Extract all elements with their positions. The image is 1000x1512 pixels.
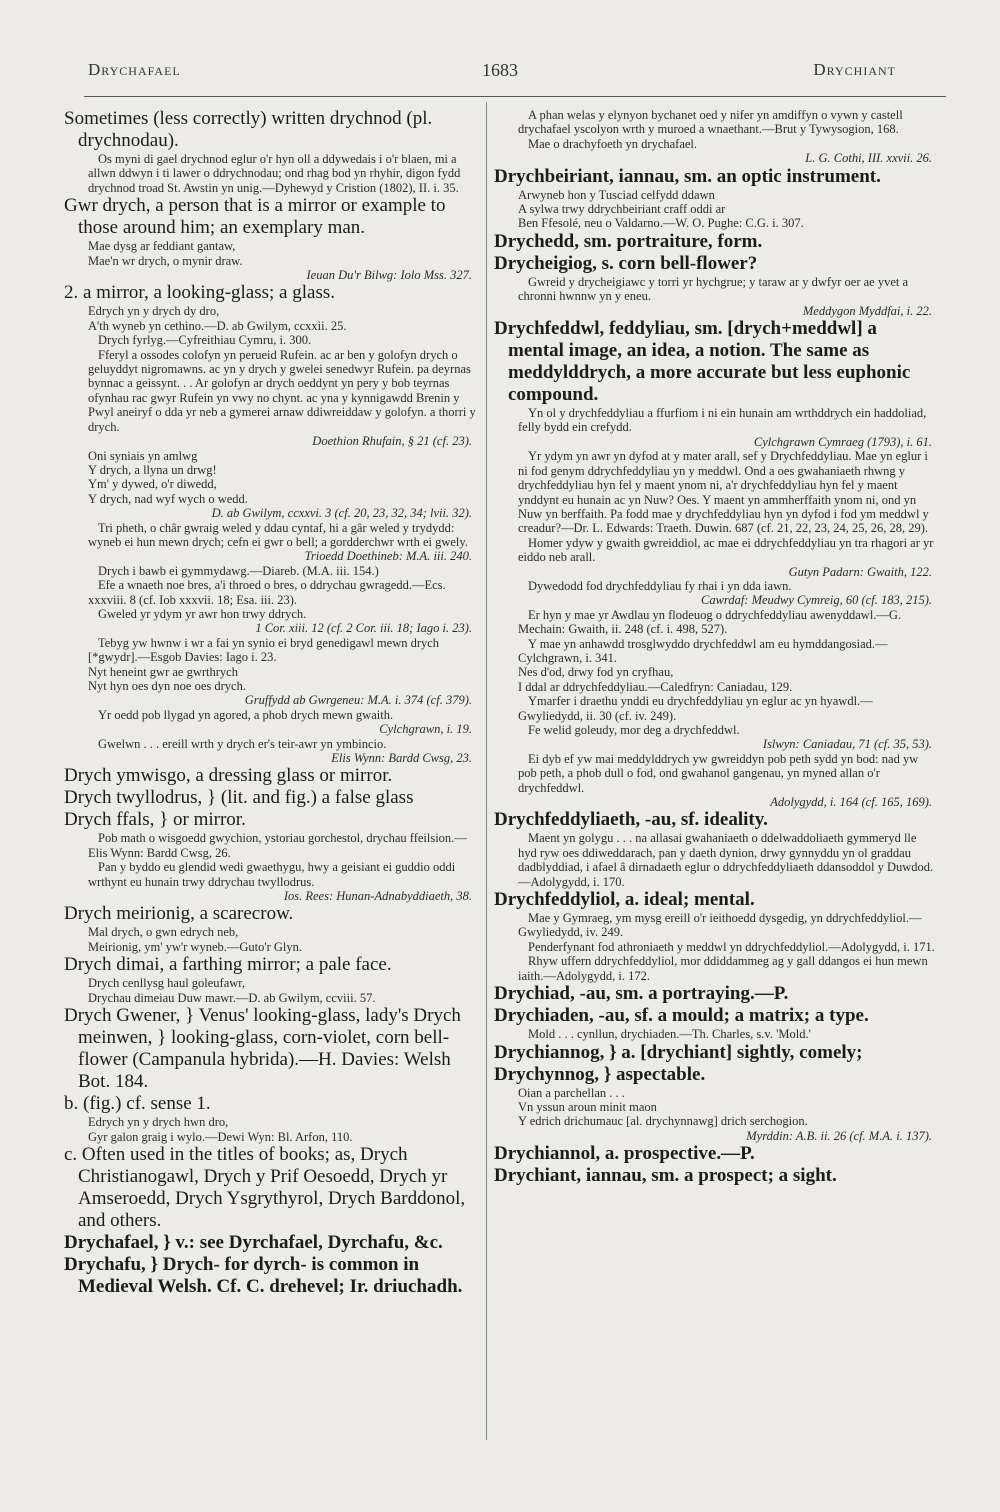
sense-text: Drych dimai, a farthing mirror; a pale face. [64,954,392,976]
quotation: Yr ydym yn awr yn dyfod at y mater arall, sef y Drychfeddyliau. Mae yn eglur i ni fod genym ddrychfeddyliau yn y meddwl. Ond a oes gwahaniaeth rhwng y drychfeddyliau hyn fel y maent ynom ni, a'r drychfeddyliau hyn fel y maent ynddynt eu hunain ac yn Nuw? Oes. Y maent yn ammherffaith ynom ni, ond yn Nuw yn berffaith. Pa fodd mae y drychfeddyliau hyn yn dyfod i fod ym meddwl y creadur?—Dr. L. Edwards: Traeth. Duwin. 687 (cf. 21, 22, 23, 24, 25, 26, 28, 29). [518,449,929,536]
headword-entry: Drychynnog, } aspectable. [494,1063,706,1085]
citation-source: Myrddin: A.B. ii. 26 (cf. M.A. i. 137). [746,1128,932,1143]
citation-source: Trioedd Doethineb: M.A. iii. 240. [304,549,472,564]
sense-text: Drych Gwener, } Venus' looking-glass, lady's Drych meinwen, } looking-glass, corn-violet, corn bell-flower (Campanula hybrida).—H. Davies: Welsh Bot. 184. [64,1005,461,1093]
quotation: Drych fyrlyg.—Cyfreithiau Cymru, i. 300. [98,333,312,348]
quotation: Pan y byddo eu glendid wedi gwaethygu, hwy a geisiant ei guddio oddi wrthynt eu hunain trwy ddrychau twyllodrus. [88,860,456,889]
sense-text: Drych meirionig, a scarecrow. [64,903,294,925]
quotation: Gwelwn . . . ereill wrth y drych er's teir-awr yn ymbincio. [98,736,387,751]
verse-line: Drychau dimeiau Duw mawr.—D. ab Gwilym, ccviii. 57. [88,990,376,1005]
sense-text: c. Often used in the titles of books; as, Drych Christianogawl, Drych y Prif Oesoedd, Drych yr Amseroedd, Drych Ysgrythyrol, Drych Barddonol, and others. [64,1143,466,1231]
quotation: Yn ol y drychfeddyliau a ffurfiom i ni ein hunain am wrthddrych ein haddoliad, felly bydd ein crefydd. [518,406,927,435]
quotation: Gweled yr ydym yr awr hon trwy ddrych. [98,606,307,621]
quotation: Y mae yn anhawdd trosglwyddo drychfeddwl am eu hymddangosiad.—Cylchgrawn, i. 341. [518,636,888,665]
quotation: Penderfynant fod athroniaeth y meddwl yn ddrychfeddyliol.—Adolygydd, i. 171. [528,939,935,954]
quotation: Yr oedd pob llygad yn agored, a phob drych mewn gwaith. [98,707,394,722]
verse-line: A'th wyneb yn cethino.—D. ab Gwilym, ccxxii. 25. [88,318,347,333]
headword-entry: Drychiaden, -au, sf. a mould; a matrix; a type. [494,1005,869,1027]
headword-entry: Drychfeddwl, feddyliau, sm. [drych+meddwl] a mental image, an idea, a notion. The same as meddylddrych, a more accurate but less euphonic compound. [494,318,911,406]
verse-line: Drych cenllysg haul goleufawr, [88,976,246,991]
verse-line: Mal drych, o gwn edrych neb, [88,925,239,940]
sense-text: Drych ffals, } or mirror. [64,809,246,831]
headword-entry: Drychedd, sm. portraiture, form. [494,230,763,252]
left-column [64,108,476,1298]
headword-entry: Drychafu, } Drych- for dyrch- is common in Medieval Welsh. Cf. C. drehevel; Ir. driuchadh. [64,1253,463,1297]
quotation: Dywedodd fod drychfeddyliau fy rhai i yn dda iawn. [528,578,792,593]
quotation: Ymarfer i draethu ynddi eu drychfeddyliau yn eglur ac yn hyawdl.—Gwyliedydd, ii. 30 (cf. iv. 249). [518,694,873,723]
sense-text: Drych twyllodrus, } (lit. and fig.) a false glass [64,787,414,809]
headword-entry: Drychiant, iannau, sm. a prospect; a sight. [494,1165,837,1187]
quotation: Fferyl a ossodes colofyn yn perueid Rufein. ac ar ben y golofyn drych o geluyddyt nigromawns. ac yn y drych y gwelei senedwyr Rufein. pa deyrnas bynnac a geissynt. . . Ar golofyn ar drych oeddynt yn pery y bob teyrnas ofynhau rac gwyr Rufein yn vwy no chynt. ac yna y kynnigawdd Brenin y Pwyl aneiryf o dda yr neb a gymerei arnaw ddiwreiddaw y golofyn. a thorri y drych. [88,347,476,434]
headword-entry: Drychiad, -au, sm. a portraying.—P. [494,983,789,1005]
quotation: Rhyw uffern ddrychfeddyliol, mor ddiddammeg ag y gall ddangos ei hun mewn iaith.—Adolygydd, i. 172. [518,954,928,983]
verse-line: Arwyneb hon y Tusciad celfydd ddawn [518,187,715,202]
verse-line: Gyr galon graig i wylo.—Dewi Wyn: Bl. Arfon, 110. [88,1129,353,1144]
page-number: 1683 [482,60,518,80]
verse-line: Mae dysg ar feddiant gantaw, [88,239,236,254]
quotation: Er hyn y mae yr Awdlau yn flodeuog o ddrychfeddyliau awenyddawl.—G. Mechain: Gwaith, ii. 248 (cf. i. 498, 527). [518,607,902,637]
citation-source: D. ab Gwilym, ccxxvi. 3 (cf. 20, 23, 32, 34; lvii. 32). [211,506,472,521]
sense-text: Sometimes (less correctly) written drychnod (pl. drychnodau). [64,108,433,151]
sense-text: Gwr drych, a person that is a mirror or example to those around him; an exemplary man. [64,195,446,239]
quotation: A phan welas y elynyon bychanet oed y nifer yn amdiffyn o vywn y castell drychafael yscolyon wrth y muroed a wnaethant.—Brut y Tywysogion, 168. [518,108,903,137]
verse-line: Nyt heneint gwr ae gwrthrych [88,664,238,679]
citation-source: Meddygon Myddfai, i. 22. [802,303,932,318]
verse-line: Y drych, a llyna un drwg! [88,462,217,477]
quotation: Mae o drachyfoeth yn drychafael. [528,136,698,151]
quotation: Os myni di gael drychnod eglur o'r hyn oll a ddywedais i o'r blaen, mi a allwn ddwyn i ti lawer o ddrychnodau; ond rhag bod yn rhyhir, digon fydd drychnod troad St. Awstin yn unig.—Dyhewyd y Cristion (1802), II. i. 35. [88,152,461,195]
headword-entry: Drychafael, } v.: see Dyrchafael, Dyrchafu, &c. [64,1231,443,1253]
quotation: Gwreid y drycheigiawc y torri yr hychgrue; y taraw ar y dwfyr oer ae yvet a chronni hwnnw yn y eneu. [518,274,909,304]
quotation: Tri pheth, o châr gwraig weled y ddau cyntaf, hi a gâr weled y trydydd: wyneb ei hun mewn drych; cefn ei gwr o bell; a gordderchwr wrth ei gwely. [88,520,468,549]
headword-entry: Drychiannol, a. prospective.—P. [494,1143,755,1165]
verse-line: Vn yssun aroun minit maon [518,1099,657,1114]
citation-source: 1 Cor. xiii. 12 (cf. 2 Cor. iii. 18; Iago i. 23). [255,621,472,636]
citation-source: Adolygydd, i. 164 (cf. 165, 169). [770,795,932,810]
headword-entry: Drychbeiriant, iannau, sm. an optic instrument. [494,165,881,187]
column-divider [486,102,487,1440]
citation-source: Cylchgrawn, i. 19. [379,722,472,737]
verse-line: Y drych, nad wyf wych o wedd. [88,491,248,506]
citation-source: Doethion Rhufain, § 21 (cf. 23). [312,434,472,449]
verse-line: Y edrich drichumauc [al. drychynnawg] drich serchogion. [518,1114,808,1129]
citation-source: Cylchgrawn Cymraeg (1793), i. 61. [753,434,932,449]
quotation: Tebyg yw hwnw i wr a fai yn synio ei bryd genedigawl mewn drych [*gwydr].—Esgob Davies: Iago i. 23. [88,635,440,665]
citation-source: Gruffydd ab Gwrgeneu: M.A. i. 374 (cf. 379). [244,693,472,708]
headword-entry: Drychfeddyliol, a. ideal; mental. [494,889,755,911]
verse-line: Oni syniais yn amlwg [88,448,198,463]
verse-line: Ym' y dywed, o'r diwedd, [88,477,217,492]
verse-line: Ben Ffesolé, neu o Valdarno.—W. O. Pughe: C.G. i. 307. [518,216,804,231]
headword-entry: Drycheigiog, s. corn bell-flower? [494,252,758,274]
verse-line: Mae'n wr drych, o mynir draw. [88,253,243,268]
citation-source: Ios. Rees: Hunan-Adnabyddiaeth, 38. [283,889,472,904]
running-head-left: Drychafael [88,60,181,79]
verse-line: Edrych yn y drych dy dro, [88,304,220,319]
verse-line: I ddal ar ddrychfeddyliau.—Caledfryn: Caniadau, 129. [518,679,793,694]
sense-text: Drych ymwisgo, a dressing glass or mirror. [64,765,393,787]
quotation: Maent yn golygu . . . na allasai gwahaniaeth o ddelwaddoliaeth gymmeryd lle hyd ryw oes ddiweddarach, pan y daeth dynion, drwy gynnyddu yn ol graddau dadblyddiad, i afael â dirnadaeth eglur o ddrychfeddyliaeth ddansoddol y Duwdod.—Adolygydd, i. 170. [518,831,934,889]
quotation: Pob math o wisgoedd gwychion, ystoriau gorchestol, drychau ffeilsion.—Elis Wynn: Bardd Cwsg, 26. [88,831,467,860]
sense-text: 2. a mirror, a looking-glass; a glass. [64,282,335,304]
quotation: Mae y Gymraeg, ym mysg ereill o'r ieithoedd dysgedig, yn ddrychfeddyliol.—Gwyliedydd, iv. 249. [518,911,922,940]
quotation: Ei dyb ef yw mai meddylddrych yw gwreiddyn pob peth sydd yn bod: nad yw pob peth, a phob dull o fod, ond gwahanol gangenau, yn myned allan o'r drychfeddwl. [518,751,919,795]
verse-line: Meirionig, ym' yw'r wyneb.—Guto'r Glyn. [88,939,303,954]
citation-source: Islwyn: Caniadau, 71 (cf. 35, 53). [762,737,932,752]
verse-line: Nes d'od, drwy fod yn cryfhau, [518,665,674,680]
quotation: Mold . . . cynllun, drychiaden.—Th. Charles, s.v. 'Mold.' [528,1027,811,1042]
verse-line: A sylwa trwy ddrychbeiriant craff oddi ar [518,202,726,217]
quotation: Fe welid goleudy, mor deg a drychfeddwl. [528,723,740,737]
quotation: Homer ydyw y gwaith gwreiddiol, ac mae ei ddrychfeddyliau yn tra rhagori ar yr eiddo neb arall. [518,535,934,565]
right-column [494,108,936,1187]
citation-source: Gutyn Padarn: Gwaith, 122. [788,564,932,579]
running-head-right: Drychiant [813,60,896,79]
verse-line: Edrych yn y drych hwn dro, [88,1115,229,1130]
quotation: Drych i bawb ei gymmydawg.—Diareb. (M.A. iii. 154.) [98,563,379,578]
verse-line: Oian a parchellan . . . [518,1085,625,1100]
headword-entry: Drychfeddyliaeth, -au, sf. ideality. [494,809,768,831]
header-rule [84,96,946,97]
quotation: Efe a wnaeth noe bres, a'i throed o bres, o ddrychau gwragedd.—Ecs. xxxviii. 8 (cf. Iob xxxvii. 18; Esa. iii. 23). [88,578,446,607]
citation-source: L. G. Cothi, III. xxvii. 26. [805,151,932,166]
citation-source: Ieuan Du'r Bilwg: Iolo Mss. 327. [306,268,472,283]
sense-text: b. (fig.) cf. sense 1. [64,1093,211,1115]
verse-line: Nyt hyn oes dyn noe oes drych. [88,679,246,693]
headword-entry: Drychiannog, } a. [drychiant] sightly, comely; [494,1041,863,1063]
citation-source: Elis Wynn: Bardd Cwsg, 23. [331,751,472,766]
citation-source: Cawrdaf: Meudwy Cymreig, 60 (cf. 183, 215). [701,593,932,608]
